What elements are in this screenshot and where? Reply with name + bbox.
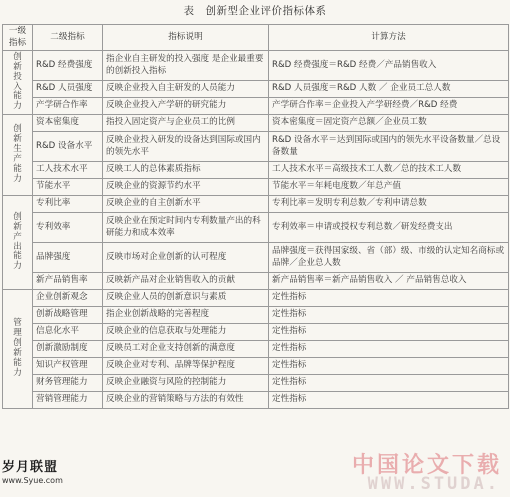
logo-url: www.Syue.com [2, 476, 63, 485]
indicator-calc: 工人技术水平＝高级技术工人数／总的技术工人数 [269, 162, 509, 179]
logo-name: 岁月联盟 [2, 460, 59, 475]
category-input: 创 新 投 入 能 力 [3, 51, 33, 115]
indicator-calc: 定性指标 [269, 375, 509, 392]
indicator-desc: 反映企业的信息获取与处理能力 [103, 324, 269, 341]
indicator-name: 知识产权管理 [33, 358, 103, 375]
indicator-name: 产学研合作率 [33, 98, 103, 115]
indicator-name: 新产品销售率 [33, 273, 103, 290]
indicator-desc: 反映企业的营销策略与方法的有效性 [103, 392, 269, 409]
site-logo [2, 460, 70, 496]
indicator-calc: 品牌强度＝获得国家级、省（部）级、市级的认定知名商标或品牌／企业总人数 [269, 243, 509, 273]
indicator-desc: 反映企业在预定时间内专利数量产出的科研能力和成本效率 [103, 213, 269, 243]
indicator-calc: R&D 人员强度＝R&D 人数 ／ 企业员工总人数 [269, 81, 509, 98]
indicator-desc: 反映企业对专利、品牌等保护程度 [103, 358, 269, 375]
table-row [3, 179, 509, 196]
indicator-calc: 定性指标 [269, 341, 509, 358]
indicator-desc: 反映市场对企业创新的认可程度 [103, 243, 269, 273]
indicator-desc: 反映企业融资与风险的控制能力 [103, 375, 269, 392]
indicator-desc: 反映企业投入自主研发的人员能力 [103, 81, 269, 98]
table-row [3, 273, 509, 290]
table-row [3, 98, 509, 115]
category-output: 创 新 产 出 能 力 [3, 196, 33, 290]
table-row [3, 81, 509, 98]
indicator-desc: 反映企业投入产学研的研究能力 [103, 98, 269, 115]
indicator-name: 节能水平 [33, 179, 103, 196]
indicator-name: R&D 设备水平 [33, 132, 103, 162]
table-row [3, 162, 509, 179]
indicator-name: R&D 人员强度 [33, 81, 103, 98]
table-row [3, 375, 509, 392]
indicator-name: 专利比率 [33, 196, 103, 213]
header-row [3, 25, 509, 51]
header-description: 指标说明 [103, 25, 269, 51]
indicator-name: 信息化水平 [33, 324, 103, 341]
indicator-desc: 反映企业投入研发的设备达到国际或国内的领先水平 [103, 132, 269, 162]
indicator-calc: 产学研合作率＝企业投入产学研经费／R&D 经费 [269, 98, 509, 115]
table-row [3, 392, 509, 409]
indicator-calc: 定性指标 [269, 307, 509, 324]
indicator-calc: 定性指标 [269, 392, 509, 409]
category-production: 创 新 生 产 能 力 [3, 115, 33, 196]
indicator-calc: R&D 经费强度＝R&D 经费／产品销售收入 [269, 51, 509, 81]
table-row [3, 324, 509, 341]
category-management: 管 理 创 新 能 力 [3, 290, 33, 409]
watermark-url: WWW.STUDA. [367, 474, 500, 494]
indicator-name: 品牌强度 [33, 243, 103, 273]
indicator-calc: R&D 设备水平＝达到国际或国内的领先水平设备数量／总设备数量 [269, 132, 509, 162]
watermark-cn: 中国论文下载 [351, 453, 502, 478]
table-row [3, 290, 509, 307]
indicator-calc: 专利效率＝申请或授权专利总数／研发经费支出 [269, 213, 509, 243]
indicator-name: 企业创新观念 [33, 290, 103, 307]
header-level1: 一级指标 [3, 25, 33, 51]
indicator-name: R&D 经费强度 [33, 51, 103, 81]
indicator-calc: 定性指标 [269, 324, 509, 341]
table-row [3, 307, 509, 324]
indicator-desc: 反映工人的总体素质指标 [103, 162, 269, 179]
indicator-desc: 反映员工对企业支持创新的满意度 [103, 341, 269, 358]
indicator-desc: 指投入固定资产与企业员工的比例 [103, 115, 269, 132]
indicator-name: 资本密集度 [33, 115, 103, 132]
indicator-name: 专利效率 [33, 213, 103, 243]
table-row [3, 213, 509, 243]
indicator-calc: 专利比率＝发明专利总数／专利申请总数 [269, 196, 509, 213]
indicator-calc: 定性指标 [269, 290, 509, 307]
indicator-name: 工人技术水平 [33, 162, 103, 179]
indicator-desc: 反映企业人员的创新意识与素质 [103, 290, 269, 307]
table-row [3, 196, 509, 213]
indicator-desc: 指企业创新战略的完善程度 [103, 307, 269, 324]
table-row [3, 341, 509, 358]
indicator-desc: 指企业自主研发的投入强度 是企业最重要的创新投入指标 [103, 51, 269, 81]
indicator-calc: 资本密集度＝固定资产总额／企业员工数 [269, 115, 509, 132]
indicator-table [2, 24, 509, 409]
table-row [3, 51, 509, 81]
indicator-calc: 节能水平＝年耗电度数／年总产值 [269, 179, 509, 196]
indicator-calc: 新产品销售率＝新产品销售收入 ／ 产品销售总收入 [269, 273, 509, 290]
indicator-name: 创新战略管理 [33, 307, 103, 324]
table-row [3, 243, 509, 273]
indicator-desc: 反映企业的资源节约水平 [103, 179, 269, 196]
indicator-name: 创新激励制度 [33, 341, 103, 358]
indicator-desc: 反映企业的自主创新水平 [103, 196, 269, 213]
table-row [3, 115, 509, 132]
indicator-desc: 反映新产品对企业销售收入的贡献 [103, 273, 269, 290]
table-row [3, 358, 509, 375]
indicator-calc: 定性指标 [269, 358, 509, 375]
indicator-name: 营销管理能力 [33, 392, 103, 409]
header-calculation: 计算方法 [269, 25, 509, 51]
table-row [3, 132, 509, 162]
table-title: 表 创新型企业评价指标体系 [183, 5, 327, 17]
indicator-name: 财务管理能力 [33, 375, 103, 392]
header-level2: 二级指标 [33, 25, 103, 51]
